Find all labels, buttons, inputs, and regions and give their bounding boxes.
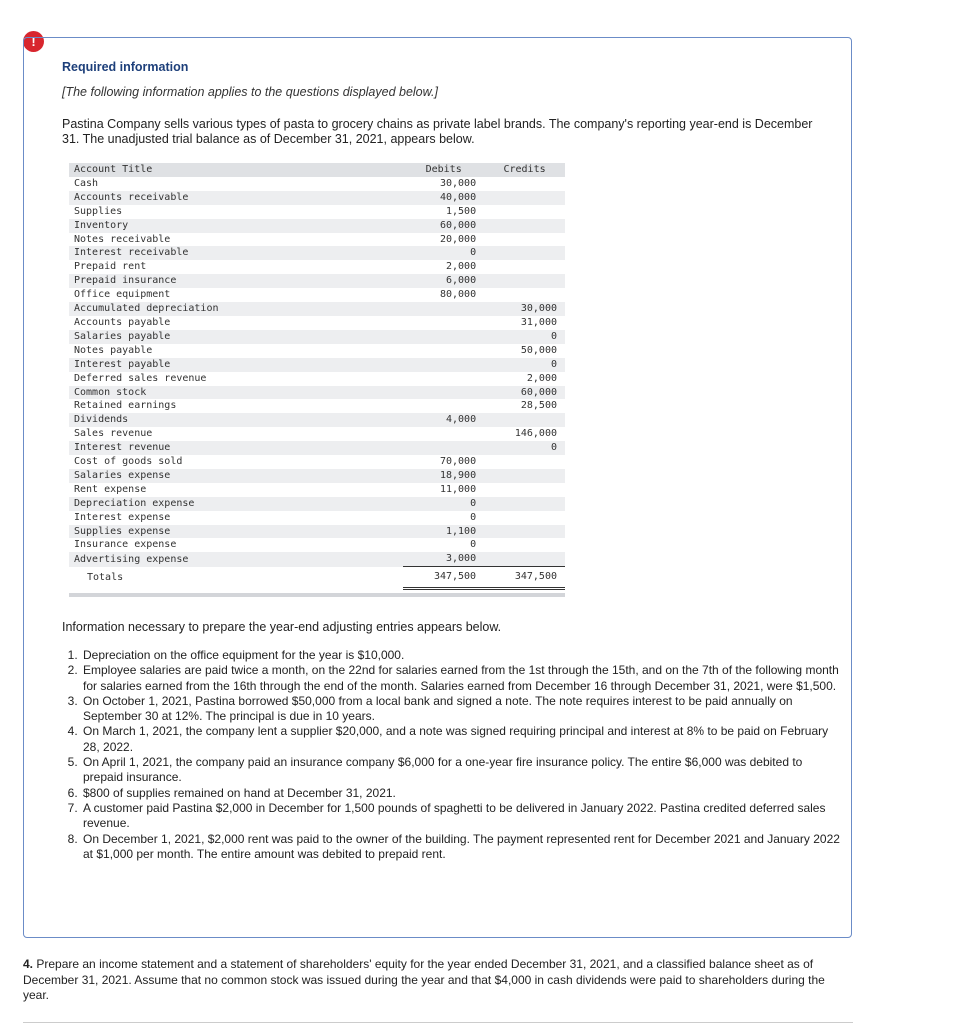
debit-cell: 3,000	[403, 552, 484, 566]
debit-cell: 1,500	[445, 205, 477, 217]
debit-cell: 18,900	[403, 469, 484, 483]
table-row	[69, 288, 565, 302]
table-row	[69, 497, 565, 511]
credit-cell: 146,000	[514, 428, 557, 440]
account-title-cell: Accounts receivable	[69, 191, 403, 205]
table-row	[69, 399, 565, 413]
debit-cell	[403, 372, 484, 386]
credit-cell	[484, 233, 565, 247]
adjustments-intro: Information necessary to prepare the year-end adjusting entries appears below.	[62, 620, 502, 634]
debit-cell	[403, 316, 484, 330]
table-row	[69, 246, 565, 260]
list-item: 7. A customer paid Pastina $2,000 in December for 1,500 pounds of spaghetti to be delivered in January 2022. Pastina credited deferred sales revenue.	[81, 801, 841, 832]
credit-cell	[484, 497, 565, 511]
account-title-cell: Accumulated depreciation	[69, 302, 403, 316]
account-title-cell: Interest payable	[69, 358, 403, 372]
debit-cell: 1,100	[403, 525, 484, 539]
credit-cell	[484, 469, 565, 483]
table-row	[69, 455, 565, 469]
credit-cell: 50,000	[520, 344, 557, 356]
account-title-cell: Common stock	[69, 386, 403, 400]
table-row	[69, 538, 565, 552]
debit-cell: 0	[403, 497, 484, 511]
list-item: 6. $800 of supplies remained on hand at December 31, 2021.	[81, 786, 841, 801]
credit-cell	[484, 288, 565, 302]
list-item: 4. On March 1, 2021, the company lent a supplier $20,000, and a note was signed requiring principal and interest at 8% to be paid on February 28, 2022.	[81, 724, 841, 755]
account-title-cell: Sales revenue	[74, 428, 153, 440]
table-row	[69, 205, 565, 219]
debit-cell: 40,000	[403, 191, 484, 205]
account-title-cell: Dividends	[69, 413, 403, 427]
table-row	[69, 469, 565, 483]
table-header-row	[69, 163, 565, 177]
account-title-cell: Retained earnings	[74, 400, 177, 412]
debit-cell	[403, 344, 484, 358]
debit-cell: 0	[470, 539, 477, 551]
credit-cell	[484, 552, 565, 566]
table-row	[69, 552, 565, 566]
table-row	[69, 316, 565, 330]
table-row	[69, 427, 565, 441]
credit-cell	[484, 246, 565, 260]
debit-cell: 0	[403, 246, 484, 260]
credit-cell: 0	[484, 330, 565, 344]
account-title-cell: Supplies expense	[69, 525, 403, 539]
credit-cell	[484, 191, 565, 205]
credit-cell	[484, 205, 565, 219]
table-row	[69, 386, 565, 400]
account-title-cell: Rent expense	[74, 483, 147, 495]
alert-icon: !	[23, 31, 44, 52]
totals-label: Totals	[69, 567, 403, 589]
question-number: 4.	[23, 957, 34, 971]
table-row	[69, 219, 565, 233]
section-title: Required information	[62, 60, 189, 74]
credit-cell: 30,000	[484, 302, 565, 316]
divider	[23, 1022, 853, 1023]
totals-debit: 347,500	[403, 567, 484, 589]
account-title-cell: Inventory	[69, 219, 403, 233]
account-title-cell: Prepaid rent	[74, 261, 147, 273]
credit-cell: 0	[484, 358, 565, 372]
table-row	[69, 344, 565, 358]
account-title-cell: Interest revenue	[69, 441, 403, 455]
account-title-cell: Prepaid insurance	[69, 274, 403, 288]
table-row	[69, 525, 565, 539]
credit-cell: 2,000	[526, 372, 557, 384]
list-item: 1. Depreciation on the office equipment for the year is $10,000.	[81, 648, 841, 663]
table-row	[69, 330, 565, 344]
account-title-cell: Cash	[74, 177, 99, 189]
debit-cell: 2,000	[445, 261, 477, 273]
table-row	[69, 441, 565, 455]
totals-row	[69, 567, 565, 589]
table-row	[69, 191, 565, 205]
info-note: [The following information applies to the questions displayed below.]	[62, 85, 438, 99]
table-bottom-bar	[69, 593, 565, 597]
debit-cell: 60,000	[403, 219, 484, 233]
credit-cell: 0	[484, 441, 565, 455]
credit-cell	[484, 413, 565, 427]
debit-cell: 11,000	[439, 483, 477, 495]
trial-balance-table	[69, 163, 565, 590]
totals-credit: 347,500	[484, 567, 565, 589]
account-title-cell: Advertising expense	[69, 552, 403, 566]
question-4	[23, 957, 853, 1004]
credit-cell	[484, 511, 565, 525]
table-row	[69, 260, 565, 274]
debit-cell	[403, 441, 484, 455]
debit-cell: 80,000	[439, 289, 477, 301]
credit-cell	[484, 177, 565, 191]
credit-cell: 60,000	[484, 386, 565, 400]
list-item: 3. On October 1, 2021, Pastina borrowed $50,000 from a local bank and signed a note. The note requires interest to be paid annually on September 30 at 12%. The principal is due in 10 years.	[81, 694, 841, 725]
table-row	[69, 274, 565, 288]
table-row	[69, 413, 565, 427]
list-item: 2. Employee salaries are paid twice a month, on the 22nd for salaries earned from the 1st through the 15th, and on the 7th of the following month for salaries earned from the 16th through the end of the month. Salaries earned from December 16 through December 31, 2021, were $1,500.	[81, 663, 841, 694]
credit-cell: 28,500	[520, 400, 557, 412]
account-title-cell: Salaries expense	[69, 469, 403, 483]
header-account-title: Account Title	[69, 163, 403, 177]
table-row	[69, 358, 565, 372]
credit-cell	[484, 274, 565, 288]
question-text: Prepare an income statement and a statement of shareholders' equity for the year ended December 31, 2021, and a classified balance sheet as of December 31, 2021. Assume that no common stock was issued during the year and that $4,000 in cash dividends were paid to shareholders during the year.	[23, 957, 825, 1002]
debit-cell	[403, 302, 484, 316]
table-row	[69, 302, 565, 316]
table-row	[69, 177, 565, 191]
account-title-cell: Depreciation expense	[69, 497, 403, 511]
debit-cell: 6,000	[403, 274, 484, 288]
account-title-cell: Notes payable	[74, 344, 153, 356]
intro-paragraph: Pastina Company sells various types of pasta to grocery chains as private label brands. The company's reporting year-end is December 31. The unadjusted trial balance as of December 31, 2021, appears below.	[62, 117, 813, 146]
header-credits: Credits	[484, 163, 565, 177]
list-item: 8. On December 1, 2021, $2,000 rent was paid to the owner of the building. The payment represented rent for December 2021 and January 2022 at $1,000 per month. The entire amount was debited to prepaid rent.	[81, 832, 841, 863]
account-title-cell: Notes receivable	[74, 233, 171, 245]
credit-cell	[484, 260, 565, 274]
credit-cell	[484, 219, 565, 233]
credit-cell	[484, 525, 565, 539]
debit-cell: 70,000	[439, 456, 477, 468]
table-row	[69, 372, 565, 386]
debit-cell	[403, 358, 484, 372]
account-title-cell: Supplies	[74, 205, 123, 217]
credit-cell	[484, 455, 565, 469]
debit-cell: 20,000	[439, 233, 477, 245]
trial-balance-body	[69, 177, 565, 589]
debit-cell	[403, 330, 484, 344]
debit-cell: 0	[470, 511, 477, 523]
debit-cell	[403, 427, 484, 441]
account-title-cell: Insurance expense	[74, 539, 177, 551]
credit-cell	[484, 483, 565, 497]
header-debits: Debits	[403, 163, 484, 177]
account-title-cell: Interest receivable	[69, 246, 403, 260]
account-title-cell: Deferred sales revenue	[74, 372, 207, 384]
table-row	[69, 511, 565, 525]
credit-cell: 31,000	[520, 316, 557, 328]
list-item: 5. On April 1, 2021, the company paid an insurance company $6,000 for a one-year fire insurance policy. The entire $6,000 was debited to prepaid insurance.	[81, 755, 841, 786]
debit-cell: 30,000	[439, 177, 477, 189]
account-title-cell: Cost of goods sold	[74, 456, 183, 468]
account-title-cell: Interest expense	[74, 511, 171, 523]
adjusting-entries-list	[62, 648, 841, 862]
account-title-cell: Accounts payable	[74, 316, 171, 328]
account-title-cell: Office equipment	[74, 289, 171, 301]
debit-cell	[403, 399, 484, 413]
table-row	[69, 483, 565, 497]
credit-cell	[484, 538, 565, 552]
account-title-cell: Salaries payable	[69, 330, 403, 344]
table-row	[69, 233, 565, 247]
debit-cell: 4,000	[403, 413, 484, 427]
debit-cell	[403, 386, 484, 400]
